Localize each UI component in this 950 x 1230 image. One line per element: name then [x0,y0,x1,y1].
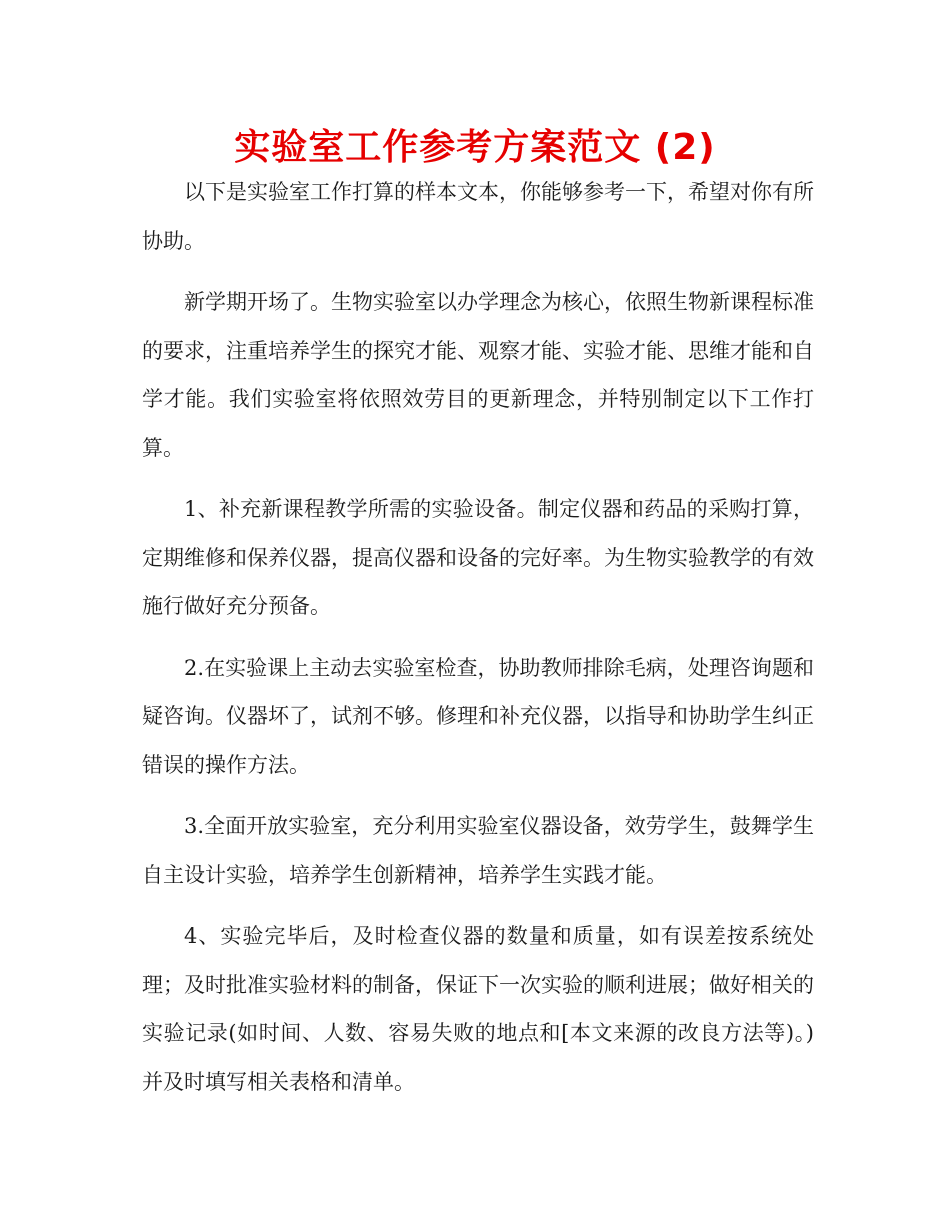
paragraph-item-3: 3.全面开放实验室，充分利用实验室仪器设备，效劳学生，鼓舞学生自主设计实验，培养学生创新精神，培养学生实践才能。 [142,814,814,887]
paragraph-overview: 新学期开场了。生物实验室以办学理念为核心，依照生物新课程标准的要求，注重培养学生的探究才能、观察才能、实验才能、思维才能和自学才能。我们实验室将依照效劳目的更新理念，并特别制定以下工作打算。 [142,290,814,460]
paragraph-item-1: 1、补充新课程教学所需的实验设备。制定仪器和药品的采购打算，定期维修和保养仪器，提高仪器和设备的完好率。为生物实验教学的有效施行做好充分预备。 [142,497,814,618]
paragraph-item-2: 2.在实验课上主动去实验室检查，协助教师排除毛病，处理咨询题和疑咨询。仪器坏了，试剂不够。修理和补充仪器，以指导和协助学生纠正错误的操作方法。 [142,655,814,777]
paragraph-intro: 以下是实验室工作打算的样本文本，你能够参考一下，希望对你有所协助。 [142,180,814,253]
document-body [142,168,814,1119]
paragraph-item-4: 4、实验完毕后，及时检查仪器的数量和质量，如有误差按系统处理；及时批准实验材料的制备，保证下一次实验的顺利进展；做好相关的实验记录(如时间、人数、容易失败的地点和[本文来源的改良方法等)。)并及时填写相关表格和清单。 [142,924,814,1094]
page-title: 实验室工作参考方案范文 (2) [234,127,716,168]
